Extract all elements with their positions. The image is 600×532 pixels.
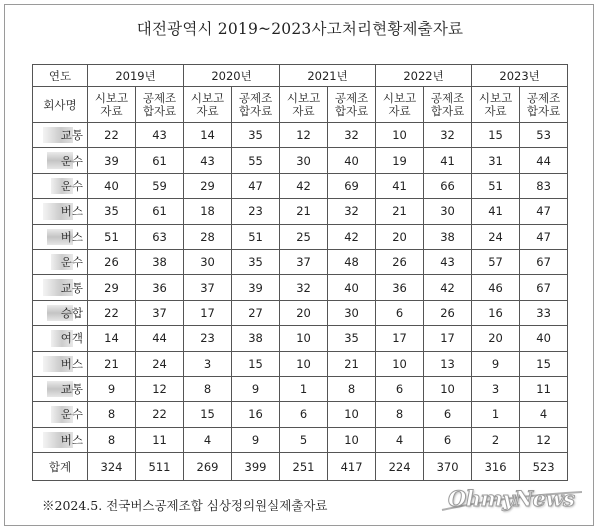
value-cell: 10 bbox=[376, 123, 424, 148]
company-suffix: 여객 bbox=[60, 331, 83, 346]
sub-header-mutual-aid: 공제조 합자료 bbox=[424, 87, 472, 123]
value-cell: 12 bbox=[136, 376, 184, 401]
value-cell: 6 bbox=[376, 300, 424, 325]
company-col-label: 회사명 bbox=[33, 87, 88, 123]
value-cell: 21 bbox=[376, 199, 424, 224]
value-cell: 67 bbox=[520, 275, 568, 300]
sub-header-mutual-aid: 공제조 합자료 bbox=[232, 87, 280, 123]
sub-header-mutual-aid: 공제조 합자료 bbox=[328, 87, 376, 123]
company-suffix: 버스 bbox=[60, 204, 83, 219]
value-cell: 10 bbox=[328, 402, 376, 427]
value-cell: 15 bbox=[232, 351, 280, 376]
table-row bbox=[33, 376, 568, 401]
year-col-label: 연도 bbox=[33, 65, 88, 87]
value-cell: 38 bbox=[136, 249, 184, 274]
value-cell: 53 bbox=[520, 123, 568, 148]
sub-header-mutual-aid: 공제조 합자료 bbox=[520, 87, 568, 123]
year-header-2020: 2020년 bbox=[184, 65, 280, 87]
value-cell: 28 bbox=[184, 224, 232, 249]
value-cell: 39 bbox=[232, 275, 280, 300]
value-cell: 30 bbox=[328, 300, 376, 325]
accident-stats-table bbox=[32, 64, 568, 481]
sub-header-row bbox=[33, 87, 568, 123]
company-suffix: 운수 bbox=[60, 178, 83, 193]
value-cell: 11 bbox=[520, 376, 568, 401]
company-cell bbox=[33, 326, 88, 351]
value-cell: 22 bbox=[88, 300, 136, 325]
value-cell: 42 bbox=[424, 275, 472, 300]
value-cell: 21 bbox=[88, 351, 136, 376]
company-suffix: 버스 bbox=[60, 432, 83, 447]
value-cell: 20 bbox=[472, 326, 520, 351]
value-cell: 4 bbox=[520, 402, 568, 427]
value-cell: 16 bbox=[472, 300, 520, 325]
table-row bbox=[33, 173, 568, 198]
value-cell: 61 bbox=[136, 199, 184, 224]
total-label: 합계 bbox=[33, 453, 88, 481]
value-cell: 57 bbox=[472, 249, 520, 274]
company-cell bbox=[33, 224, 88, 249]
value-cell: 48 bbox=[328, 249, 376, 274]
year-header-2019: 2019년 bbox=[88, 65, 184, 87]
page-title: 대전광역시 2019~2023사고처리현황제출자료 bbox=[136, 20, 464, 38]
value-cell: 44 bbox=[136, 326, 184, 351]
value-cell: 18 bbox=[184, 199, 232, 224]
value-cell: 11 bbox=[136, 427, 184, 452]
value-cell: 30 bbox=[280, 148, 328, 173]
value-cell: 8 bbox=[88, 427, 136, 452]
sub-header-city-report: 시보고 자료 bbox=[376, 87, 424, 123]
value-cell: 40 bbox=[88, 173, 136, 198]
value-cell: 37 bbox=[280, 249, 328, 274]
value-cell: 32 bbox=[328, 199, 376, 224]
value-cell: 8 bbox=[184, 376, 232, 401]
value-cell: 36 bbox=[136, 275, 184, 300]
watermark-text: OhmyNews bbox=[448, 486, 575, 511]
value-cell: 40 bbox=[328, 275, 376, 300]
total-value-cell: 224 bbox=[376, 453, 424, 481]
value-cell: 35 bbox=[88, 199, 136, 224]
ohmynews-watermark bbox=[436, 484, 586, 518]
value-cell: 12 bbox=[520, 427, 568, 452]
sub-header-city-report: 시보고 자료 bbox=[472, 87, 520, 123]
value-cell: 15 bbox=[520, 351, 568, 376]
value-cell: 9 bbox=[232, 376, 280, 401]
value-cell: 23 bbox=[184, 326, 232, 351]
total-value-cell: 511 bbox=[136, 453, 184, 481]
value-cell: 21 bbox=[280, 199, 328, 224]
value-cell: 4 bbox=[184, 427, 232, 452]
value-cell: 4 bbox=[376, 427, 424, 452]
value-cell: 31 bbox=[472, 148, 520, 173]
total-value-cell: 316 bbox=[472, 453, 520, 481]
value-cell: 47 bbox=[520, 224, 568, 249]
total-row bbox=[33, 453, 568, 481]
company-cell bbox=[33, 300, 88, 325]
value-cell: 3 bbox=[184, 351, 232, 376]
value-cell: 5 bbox=[280, 427, 328, 452]
value-cell: 8 bbox=[328, 376, 376, 401]
sub-header-city-report: 시보고 자료 bbox=[184, 87, 232, 123]
company-suffix: 교통 bbox=[60, 128, 83, 143]
value-cell: 44 bbox=[520, 148, 568, 173]
value-cell: 3 bbox=[472, 376, 520, 401]
table-row bbox=[33, 427, 568, 452]
table-row bbox=[33, 300, 568, 325]
value-cell: 51 bbox=[472, 173, 520, 198]
value-cell: 32 bbox=[328, 123, 376, 148]
value-cell: 55 bbox=[232, 148, 280, 173]
value-cell: 35 bbox=[328, 326, 376, 351]
value-cell: 13 bbox=[424, 351, 472, 376]
value-cell: 20 bbox=[280, 300, 328, 325]
value-cell: 9 bbox=[472, 351, 520, 376]
value-cell: 38 bbox=[232, 326, 280, 351]
table-row bbox=[33, 351, 568, 376]
value-cell: 46 bbox=[472, 275, 520, 300]
value-cell: 26 bbox=[424, 300, 472, 325]
value-cell: 63 bbox=[136, 224, 184, 249]
value-cell: 21 bbox=[328, 351, 376, 376]
value-cell: 15 bbox=[472, 123, 520, 148]
value-cell: 30 bbox=[184, 249, 232, 274]
total-value-cell: 251 bbox=[280, 453, 328, 481]
company-cell bbox=[33, 351, 88, 376]
value-cell: 41 bbox=[424, 148, 472, 173]
company-cell bbox=[33, 402, 88, 427]
value-cell: 40 bbox=[328, 148, 376, 173]
value-cell: 6 bbox=[376, 376, 424, 401]
company-suffix: 교통 bbox=[60, 382, 83, 397]
year-header-row bbox=[33, 65, 568, 87]
value-cell: 43 bbox=[184, 148, 232, 173]
value-cell: 43 bbox=[424, 249, 472, 274]
value-cell: 10 bbox=[280, 326, 328, 351]
value-cell: 83 bbox=[520, 173, 568, 198]
value-cell: 12 bbox=[280, 123, 328, 148]
value-cell: 42 bbox=[328, 224, 376, 249]
value-cell: 14 bbox=[184, 123, 232, 148]
value-cell: 35 bbox=[232, 249, 280, 274]
company-suffix: 운수 bbox=[60, 255, 83, 270]
value-cell: 33 bbox=[520, 300, 568, 325]
value-cell: 2 bbox=[472, 427, 520, 452]
value-cell: 15 bbox=[184, 402, 232, 427]
company-cell bbox=[33, 199, 88, 224]
value-cell: 17 bbox=[376, 326, 424, 351]
value-cell: 10 bbox=[280, 351, 328, 376]
sub-header-city-report: 시보고 자료 bbox=[88, 87, 136, 123]
company-cell bbox=[33, 376, 88, 401]
value-cell: 32 bbox=[280, 275, 328, 300]
value-cell: 69 bbox=[328, 173, 376, 198]
year-header-2022: 2022년 bbox=[376, 65, 472, 87]
value-cell: 36 bbox=[376, 275, 424, 300]
value-cell: 17 bbox=[184, 300, 232, 325]
value-cell: 6 bbox=[424, 427, 472, 452]
table-row bbox=[33, 123, 568, 148]
table-row bbox=[33, 402, 568, 427]
company-cell bbox=[33, 249, 88, 274]
year-header-2023: 2023년 bbox=[472, 65, 568, 87]
value-cell: 24 bbox=[472, 224, 520, 249]
company-cell bbox=[33, 173, 88, 198]
value-cell: 9 bbox=[88, 376, 136, 401]
company-suffix: 버스 bbox=[60, 356, 83, 371]
table-row bbox=[33, 326, 568, 351]
value-cell: 10 bbox=[376, 351, 424, 376]
company-suffix: 운수 bbox=[60, 153, 83, 168]
value-cell: 24 bbox=[136, 351, 184, 376]
value-cell: 8 bbox=[376, 402, 424, 427]
value-cell: 51 bbox=[88, 224, 136, 249]
company-suffix: 승합 bbox=[60, 305, 83, 320]
value-cell: 35 bbox=[232, 123, 280, 148]
value-cell: 29 bbox=[184, 173, 232, 198]
value-cell: 10 bbox=[328, 427, 376, 452]
value-cell: 19 bbox=[376, 148, 424, 173]
total-value-cell: 399 bbox=[232, 453, 280, 481]
value-cell: 61 bbox=[136, 148, 184, 173]
value-cell: 43 bbox=[136, 123, 184, 148]
value-cell: 16 bbox=[232, 402, 280, 427]
sub-header-mutual-aid: 공제조 합자료 bbox=[136, 87, 184, 123]
value-cell: 32 bbox=[424, 123, 472, 148]
value-cell: 22 bbox=[136, 402, 184, 427]
value-cell: 22 bbox=[88, 123, 136, 148]
sub-header-city-report: 시보고 자료 bbox=[280, 87, 328, 123]
table-row bbox=[33, 199, 568, 224]
value-cell: 6 bbox=[424, 402, 472, 427]
value-cell: 20 bbox=[376, 224, 424, 249]
value-cell: 17 bbox=[424, 326, 472, 351]
total-value-cell: 324 bbox=[88, 453, 136, 481]
company-cell bbox=[33, 148, 88, 173]
table-row bbox=[33, 148, 568, 173]
total-value-cell: 523 bbox=[520, 453, 568, 481]
value-cell: 6 bbox=[280, 402, 328, 427]
value-cell: 42 bbox=[280, 173, 328, 198]
total-value-cell: 269 bbox=[184, 453, 232, 481]
value-cell: 14 bbox=[88, 326, 136, 351]
company-suffix: 교통 bbox=[60, 280, 83, 295]
value-cell: 10 bbox=[424, 376, 472, 401]
value-cell: 27 bbox=[232, 300, 280, 325]
value-cell: 66 bbox=[424, 173, 472, 198]
footnote: ※2024.5. 전국버스공제조합 심상정의원실제출자료 bbox=[42, 498, 328, 513]
value-cell: 39 bbox=[88, 148, 136, 173]
value-cell: 67 bbox=[520, 249, 568, 274]
value-cell: 9 bbox=[232, 427, 280, 452]
table-row bbox=[33, 224, 568, 249]
value-cell: 59 bbox=[136, 173, 184, 198]
value-cell: 47 bbox=[520, 199, 568, 224]
value-cell: 26 bbox=[88, 249, 136, 274]
table-row bbox=[33, 249, 568, 274]
company-suffix: 버스 bbox=[60, 229, 83, 244]
company-suffix: 운수 bbox=[60, 407, 83, 422]
total-value-cell: 370 bbox=[424, 453, 472, 481]
value-cell: 29 bbox=[88, 275, 136, 300]
value-cell: 37 bbox=[136, 300, 184, 325]
value-cell: 41 bbox=[376, 173, 424, 198]
value-cell: 1 bbox=[280, 376, 328, 401]
value-cell: 23 bbox=[232, 199, 280, 224]
table-body bbox=[33, 123, 568, 453]
value-cell: 8 bbox=[88, 402, 136, 427]
year-header-2021: 2021년 bbox=[280, 65, 376, 87]
company-cell bbox=[33, 275, 88, 300]
value-cell: 47 bbox=[232, 173, 280, 198]
value-cell: 40 bbox=[520, 326, 568, 351]
value-cell: 30 bbox=[424, 199, 472, 224]
value-cell: 37 bbox=[184, 275, 232, 300]
value-cell: 38 bbox=[424, 224, 472, 249]
value-cell: 25 bbox=[280, 224, 328, 249]
total-value-cell: 417 bbox=[328, 453, 376, 481]
value-cell: 51 bbox=[232, 224, 280, 249]
value-cell: 26 bbox=[376, 249, 424, 274]
table-row bbox=[33, 275, 568, 300]
value-cell: 1 bbox=[472, 402, 520, 427]
value-cell: 41 bbox=[472, 199, 520, 224]
company-cell bbox=[33, 123, 88, 148]
company-cell bbox=[33, 427, 88, 452]
